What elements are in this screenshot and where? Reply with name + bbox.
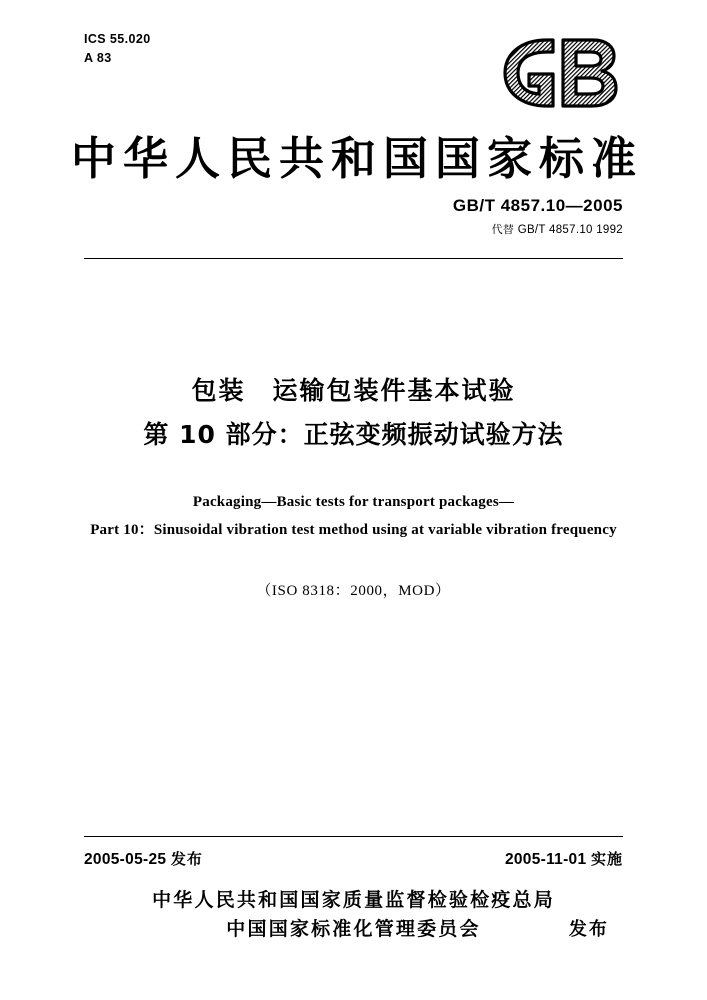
chinese-title-line2: 第 10 部分：正弦变频振动试验方法 bbox=[143, 419, 564, 449]
date-row bbox=[84, 848, 623, 869]
publisher-action-label: 发布 bbox=[568, 919, 609, 940]
publisher-line-1: 中华人民共和国国家质量监督检验检疫总局 bbox=[152, 889, 555, 911]
effective-date bbox=[505, 848, 623, 869]
issue-date bbox=[84, 848, 203, 869]
english-title-line1: Packaging—Basic tests for transport packages— bbox=[192, 494, 515, 510]
standard-replaces bbox=[453, 221, 623, 237]
publisher-names bbox=[152, 886, 609, 943]
replaces-label: 代替 bbox=[491, 223, 515, 236]
english-title bbox=[0, 489, 707, 545]
standard-class-number: A 83 bbox=[84, 51, 112, 66]
replaces-value: GB/T 4857.10 1992 bbox=[517, 224, 623, 236]
standard-number: GB/T 4857.10—2005 bbox=[452, 196, 623, 215]
title-block bbox=[0, 372, 707, 600]
gb-logo-icon bbox=[495, 34, 623, 112]
chinese-title-line1: 包装 运输包装件基本试验 bbox=[191, 376, 516, 405]
effective-date-value: 2005-11-01 bbox=[504, 851, 587, 868]
ics-classification-block bbox=[84, 30, 151, 69]
publisher-block bbox=[0, 886, 707, 943]
english-title-line2: Part 10：Sinusoidal vibration test method using at variable vibration frequency bbox=[90, 521, 617, 538]
header-divider bbox=[84, 258, 623, 259]
issue-date-label: 发布 bbox=[170, 850, 203, 868]
iso-reference: （ISO 8318：2000，MOD） bbox=[256, 582, 451, 599]
issue-date-value: 2005-05-25 bbox=[84, 851, 167, 868]
effective-date-label: 实施 bbox=[590, 850, 623, 868]
standard-number-block bbox=[453, 196, 623, 237]
ics-number: ICS 55.020 bbox=[84, 32, 151, 46]
page-title: 中华人民共和国国家标准 bbox=[70, 132, 643, 185]
publisher-line-2: 中国国家标准化管理委员会 bbox=[226, 917, 481, 940]
footer-divider bbox=[84, 836, 623, 837]
